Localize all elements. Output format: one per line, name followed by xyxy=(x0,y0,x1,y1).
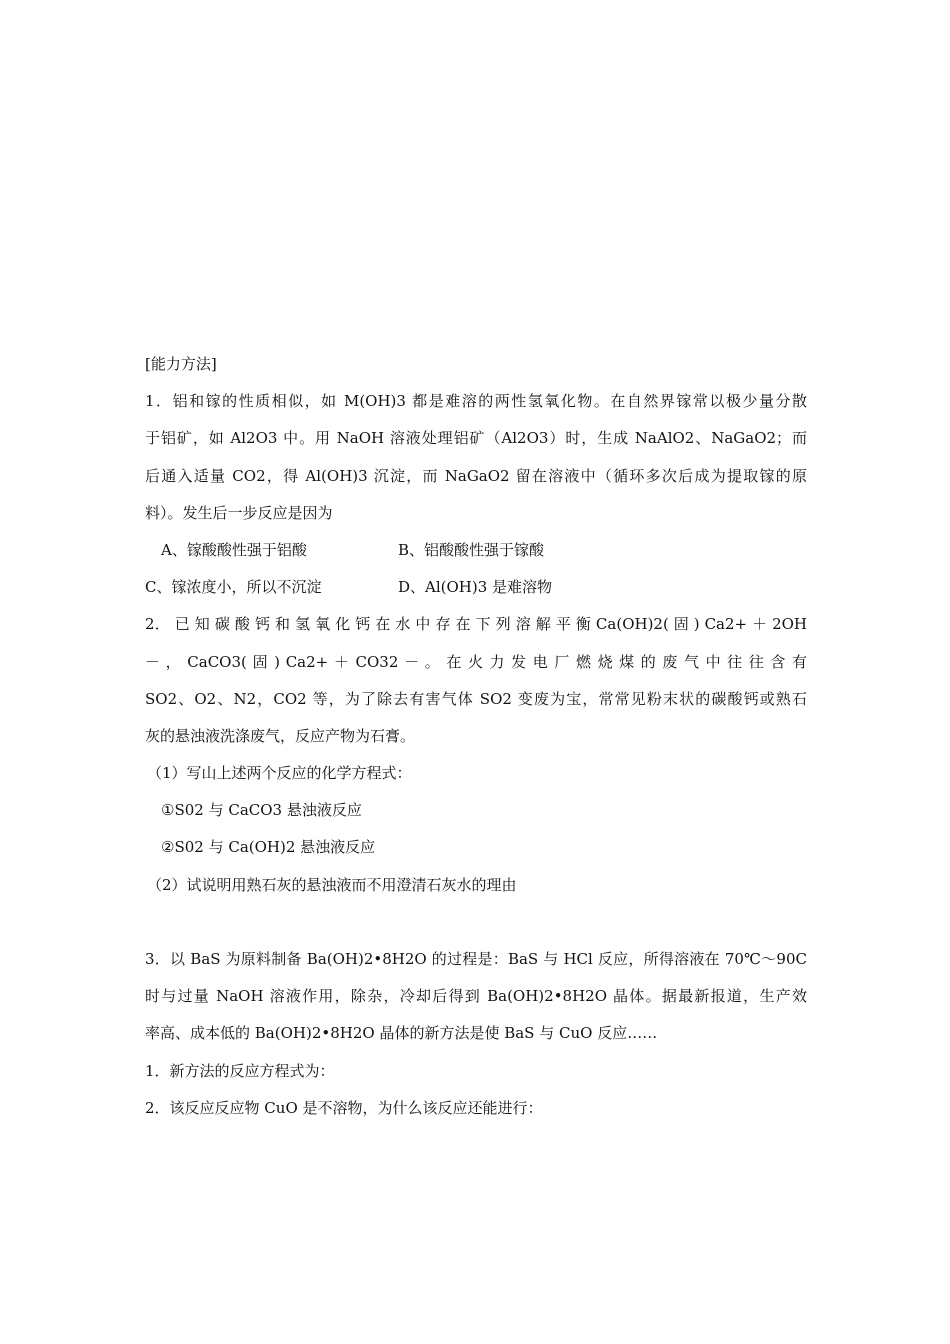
section-title: [能力方法] xyxy=(145,355,217,373)
question-3-line-2: 时与过量 NaOH 溶液作用，除杂，冷却后得到 Ba(OH)2•8H2O 晶体。据最新报道，生产效 xyxy=(145,987,807,1006)
question-1-line-1: 1．铝和镓的性质相似，如 M(OH)3 都是难溶的两性氢氧化物。在自然界镓常以极少量分散 xyxy=(145,392,807,411)
option-d: D、Al(OH)3 是难溶物 xyxy=(398,578,553,597)
question-2-line-4: 灰的悬浊液洗涤废气，反应产物为石膏。 xyxy=(145,726,416,745)
question-2-line-3: SO2、O2、N2，CO2 等，为了除去有害气体 SO2 变废为宝，常常见粉末状的碳酸钙或熟石 xyxy=(145,689,807,708)
question-3 xyxy=(145,941,807,1127)
question-2-sub-2: （2）试说明用熟石灰的悬浊液而不用澄清石灰水的理由 xyxy=(147,875,517,894)
question-1-options-row-2 xyxy=(145,569,807,606)
blank-spacer xyxy=(145,904,807,941)
question-2-sub-1: （1）写山上述两个反应的化学方程式： xyxy=(147,764,412,783)
question-3-line-3: 率高、成本低的 Ba(OH)2•8H2O 晶体的新方法是使 BaS 与 CuO 反应…… xyxy=(145,1024,658,1043)
question-3-sub-2: 2．该反应反应物 CuO 是不溶物，为什么该反应还能进行： xyxy=(145,1098,543,1117)
option-a: A、镓酸酸性强于铝酸 xyxy=(161,540,307,559)
question-2-line-2: － ， CaCO3( 固 ) Ca2+ ＋ CO32 － 。 在 火 力 发 电 厂 燃 烧 煤 的 废 气 中 往 往 含 有 xyxy=(145,652,807,671)
question-2-sub-1-a: ①S02 与 CaCO3 悬浊液反应 xyxy=(161,801,362,820)
document-body xyxy=(145,346,807,1127)
question-1 xyxy=(145,383,807,606)
question-3-line-1: 3．以 BaS 为原料制备 Ba(OH)2•8H2O 的过程是：BaS 与 HCl 反应，所得溶液在 70℃～90C xyxy=(145,950,807,968)
option-c: C、镓浓度小，所以不沉淀 xyxy=(145,578,322,597)
question-1-line-2: 于铝矿，如 Al2O3 中。用 NaOH 溶液处理铝矿（Al2O3）时，生成 NaAlO2、NaGaO2；而 xyxy=(145,429,807,448)
question-2-sub-1-b: ②S02 与 Ca(OH)2 悬浊液反应 xyxy=(161,838,376,857)
question-1-line-3: 后通入适量 CO2，得 Al(OH)3 沉淀，而 NaGaO2 留在溶液中（循环多次后成为提取镓的原 xyxy=(145,466,807,485)
question-1-line-4: 料）。发生后一步反应是因为 xyxy=(145,503,333,522)
question-2-line-1: 2． 已 知 碳 酸 钙 和 氢 氧 化 钙 在 水 中 存 在 下 列 溶 解 平 衡 Ca(OH)2( 固 ) Ca2+ ＋ 2OH xyxy=(145,615,807,634)
question-1-options-row-1 xyxy=(145,532,807,569)
question-2 xyxy=(145,606,807,904)
option-b: B、铝酸酸性强于镓酸 xyxy=(398,540,545,559)
question-3-sub-1: 1．新方法的反应方程式为： xyxy=(145,1061,335,1080)
